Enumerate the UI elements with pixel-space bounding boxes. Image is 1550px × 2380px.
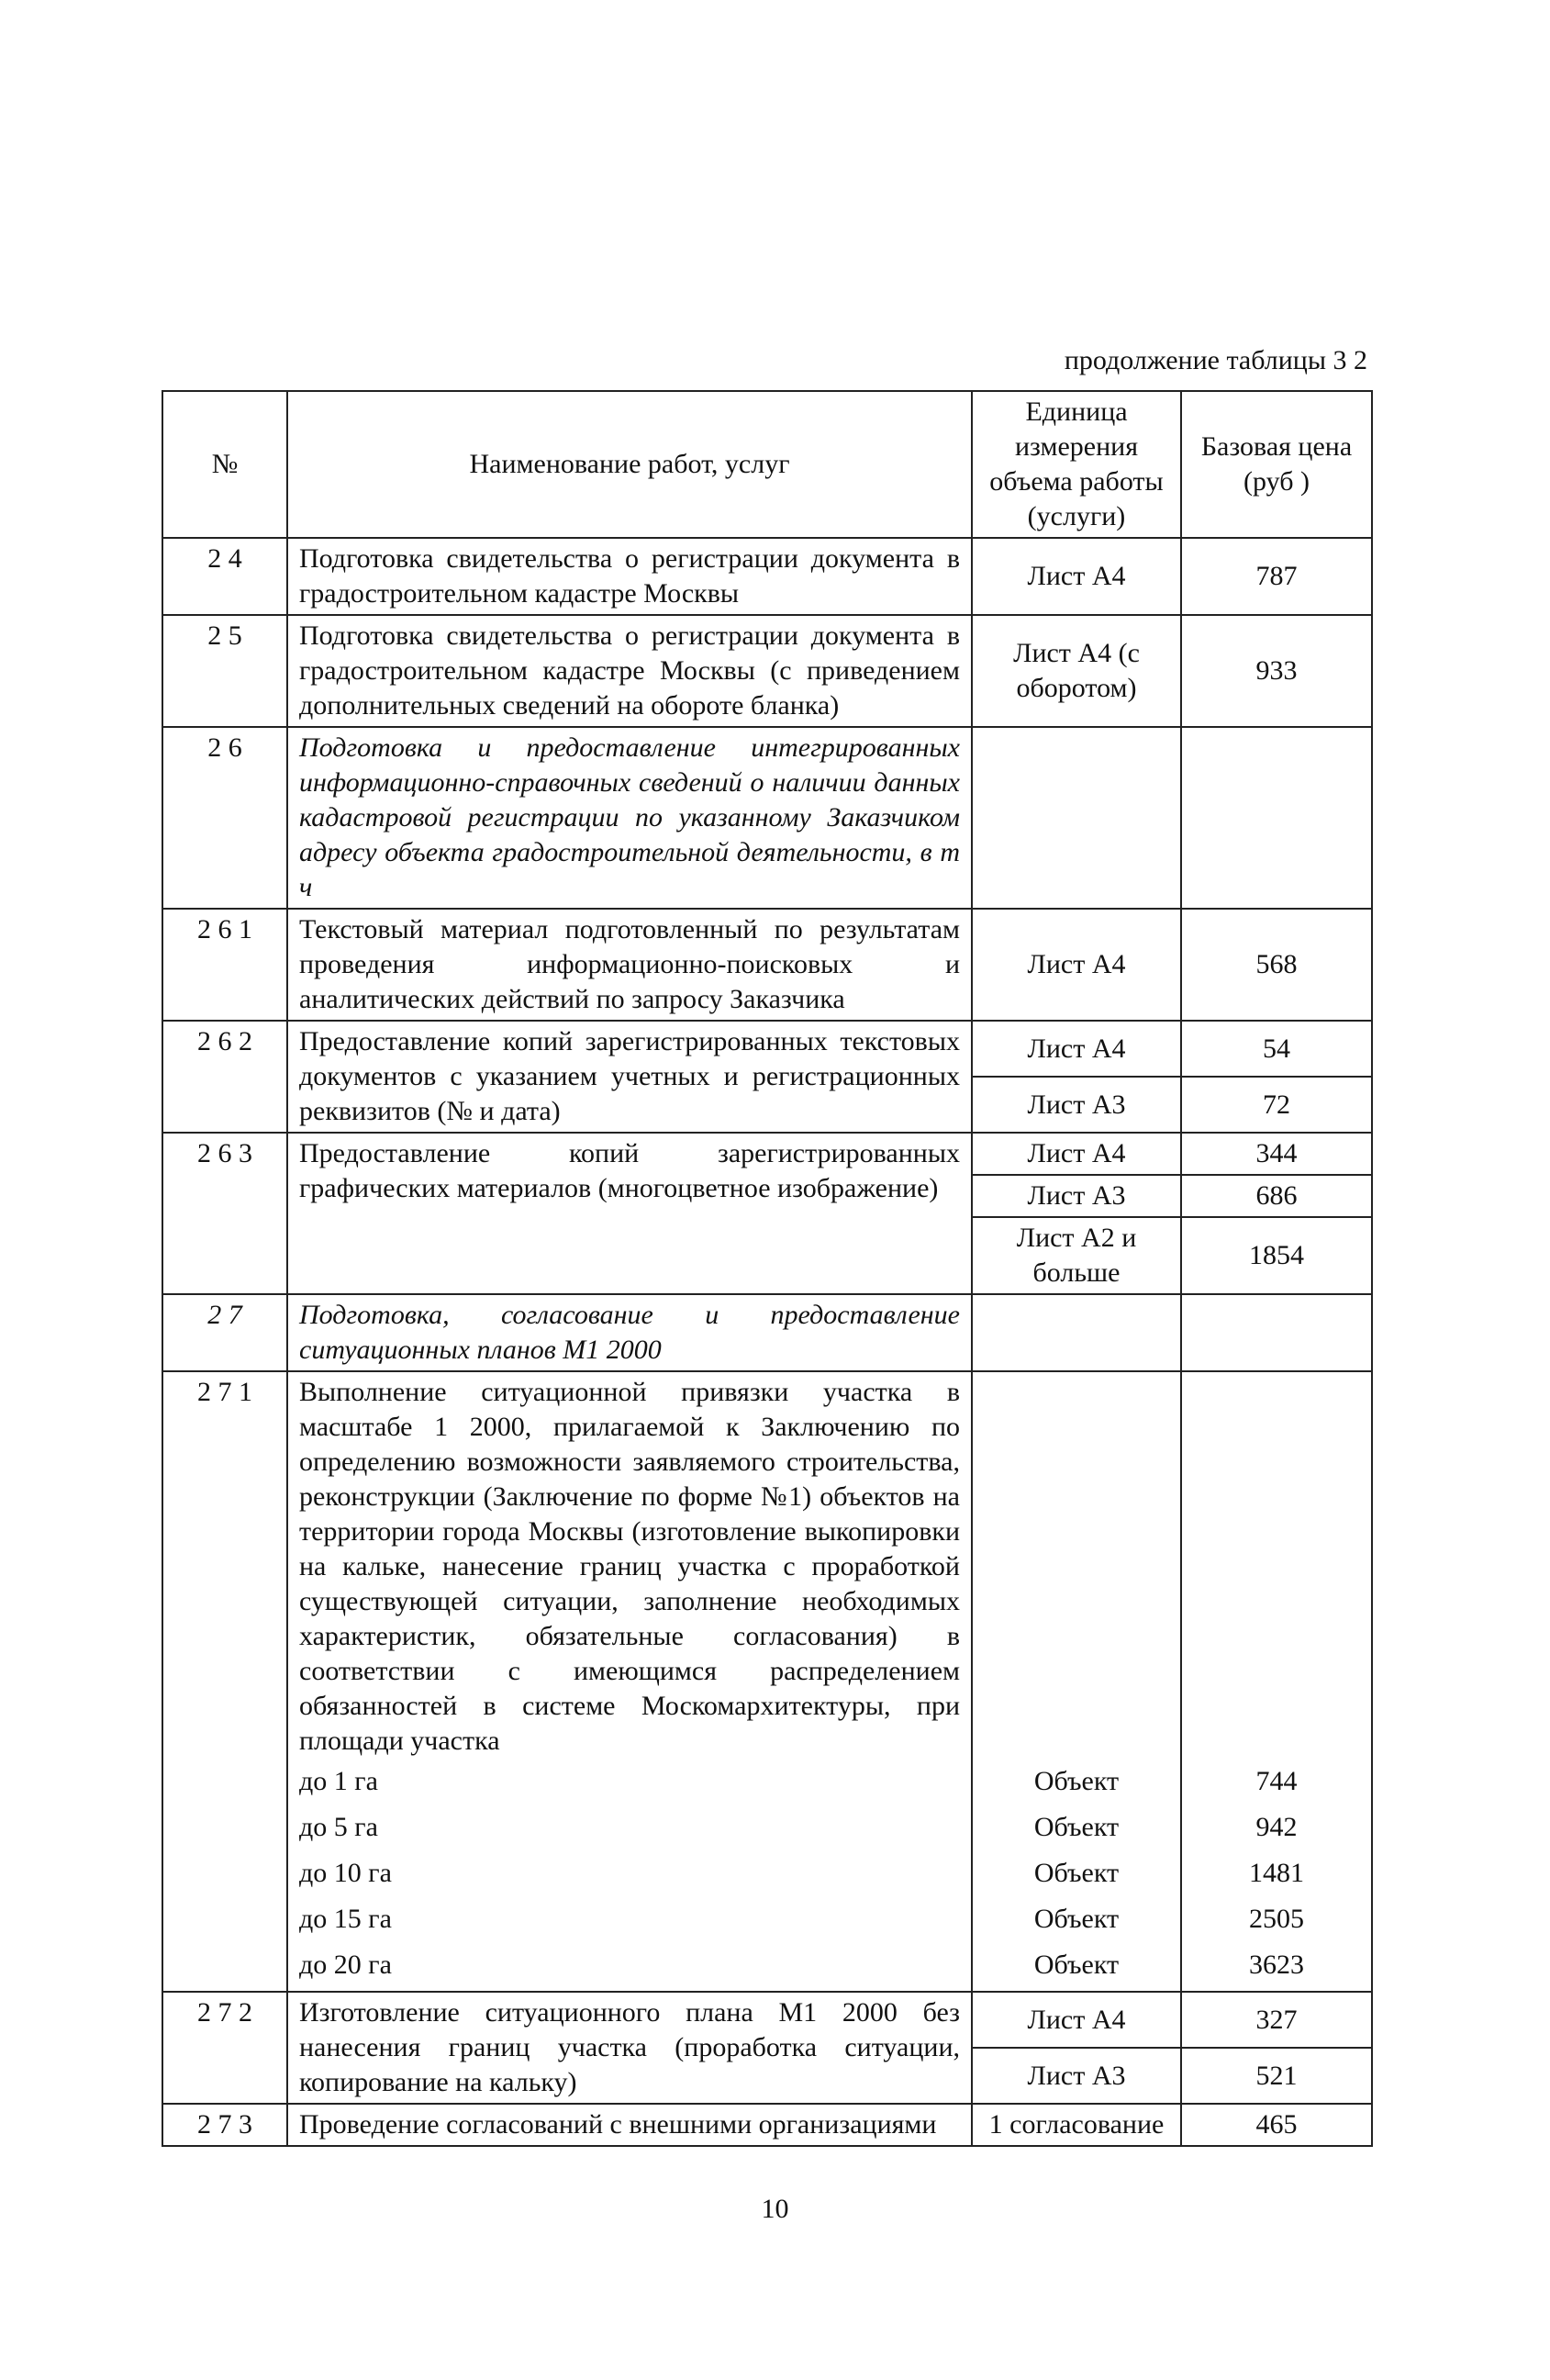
row-name: Подготовка свидетельства о регистрации документа в градостроительном кадастре Москвы (287, 538, 972, 615)
row-name: Подготовка свидетельства о регистрации документа в градостроительном кадастре Москвы (с приведением дополнительных сведений на обороте бланка) (287, 615, 972, 727)
table-row (162, 1133, 1372, 1175)
area-item: до 1 га (299, 1766, 378, 1796)
unit-item: Объект (1033, 1858, 1120, 1888)
row-unit: Лист А4 (972, 1133, 1181, 1175)
area-item: до 5 га (299, 1812, 378, 1842)
table-row (162, 909, 1372, 1021)
row-unit: Лист А3 (972, 1175, 1181, 1217)
row-price (1181, 727, 1372, 909)
row-price: 465 (1181, 2104, 1372, 2146)
row-price: 72 (1181, 1077, 1372, 1133)
row-number: 2 4 (162, 538, 287, 615)
row-number: 2 6 1 (162, 909, 287, 1021)
row-name: Изготовление ситуационного плана М1 2000 без нанесения границ участка (проработка ситуации, копирование на кальку) (287, 1992, 972, 2104)
table-row (162, 2104, 1372, 2146)
unit-list (984, 1759, 1169, 1988)
row-number: 2 7 (162, 1294, 287, 1371)
row-name: Текстовый материал подготовленный по результатам проведения информационно-поисковых и аналитических действий по запросу Заказчика (287, 909, 972, 1021)
row-unit: Лист А4 (972, 538, 1181, 615)
row-price: 1854 (1181, 1217, 1372, 1294)
row-unit: Лист А2 и больше (972, 1217, 1181, 1294)
row-number: 2 6 2 (162, 1021, 287, 1133)
row-unit: Лист А4 (с оборотом) (972, 615, 1181, 727)
row-number: 2 7 3 (162, 2104, 287, 2146)
unit-item: Объект (1033, 1766, 1120, 1796)
row-unit: 1 согласование (972, 2104, 1181, 2146)
area-list (299, 1759, 960, 1988)
header-no: № (162, 391, 287, 538)
row-price: 568 (1181, 909, 1372, 1021)
area-item: до 10 га (299, 1858, 392, 1888)
table-caption: продолжение таблицы 3 2 (1064, 345, 1367, 375)
row-unit (972, 1294, 1181, 1371)
table-row (162, 615, 1372, 727)
row-name-text: Выполнение ситуационной привязки участка в масштабе 1 2000, прилагаемой к Заключению по определению возможности заявляемого строительства, реконструкции (Заключение по форме №1) объектов на территории города Москвы (изготовление выкопировки на кальке, нанесение границ участка с проработкой существующей ситуации, заполнение необходимых характеристик, обязательные согласования) в соответствии с имеющимся распределением обязанностей в системе Москомархитектуры, при площади участка (299, 1377, 960, 1756)
header-name: Наименование работ, услуг (287, 391, 972, 538)
row-unit: Лист А4 (972, 1021, 1181, 1077)
area-item: до 15 га (299, 1904, 392, 1934)
header-unit: Единица измерения объема работы (услуги) (972, 391, 1181, 538)
price-item: 2505 (1249, 1904, 1304, 1934)
unit-item: Объект (1033, 1812, 1120, 1842)
row-price (1181, 1294, 1372, 1371)
price-table (162, 390, 1373, 2147)
row-unit (972, 727, 1181, 909)
row-number: 2 6 3 (162, 1133, 287, 1294)
row-name: Подготовка, согласование и предоставление ситуационных планов М1 2000 (287, 1294, 972, 1371)
row-price (1181, 1371, 1372, 1992)
row-unit (972, 1371, 1181, 1992)
row-price: 686 (1181, 1175, 1372, 1217)
table-header-row (162, 391, 1372, 538)
row-price: 327 (1181, 1992, 1372, 2048)
row-name: Подготовка и предоставление интегрированных информационно-справочных сведений о наличии данных кадастровой регистрации по указанному Заказчиком адресу объекта градостроительной деятельности, в т ч (287, 727, 972, 909)
row-unit: Лист А4 (972, 909, 1181, 1021)
row-name (287, 1371, 972, 1992)
row-name: Предоставление копий зарегистрированных текстовых документов с указанием учетных и регистрационных реквизитов (№ и дата) (287, 1021, 972, 1133)
row-unit: Лист А3 (972, 2048, 1181, 2104)
page-number: 10 (761, 2194, 789, 2224)
row-price: 54 (1181, 1021, 1372, 1077)
area-item: до 20 га (299, 1950, 392, 1980)
table-row (162, 1021, 1372, 1077)
row-price: 521 (1181, 2048, 1372, 2104)
row-price: 933 (1181, 615, 1372, 727)
table-row (162, 1294, 1372, 1371)
row-name: Предоставление копий зарегистрированных графических материалов (многоцветное изображение) (287, 1133, 972, 1294)
price-item: 3623 (1249, 1950, 1304, 1980)
row-unit: Лист А3 (972, 1077, 1181, 1133)
price-item: 744 (1255, 1766, 1298, 1796)
row-price: 344 (1181, 1133, 1372, 1175)
row-price: 787 (1181, 538, 1372, 615)
row-number: 2 6 (162, 727, 287, 909)
table-row (162, 1371, 1372, 1992)
price-item: 942 (1255, 1812, 1298, 1842)
price-item: 1481 (1249, 1858, 1304, 1888)
unit-item: Объект (1033, 1904, 1120, 1934)
header-price: Базовая цена (руб ) (1181, 391, 1372, 538)
row-number: 2 7 1 (162, 1371, 287, 1992)
row-number: 2 7 2 (162, 1992, 287, 2104)
table-row (162, 538, 1372, 615)
row-name: Проведение согласований с внешними организациями (287, 2104, 972, 2146)
price-list (1193, 1759, 1360, 1988)
row-unit: Лист А4 (972, 1992, 1181, 2048)
table-row (162, 1992, 1372, 2048)
row-number: 2 5 (162, 615, 287, 727)
table-row (162, 727, 1372, 909)
unit-item: Объект (1033, 1950, 1120, 1980)
